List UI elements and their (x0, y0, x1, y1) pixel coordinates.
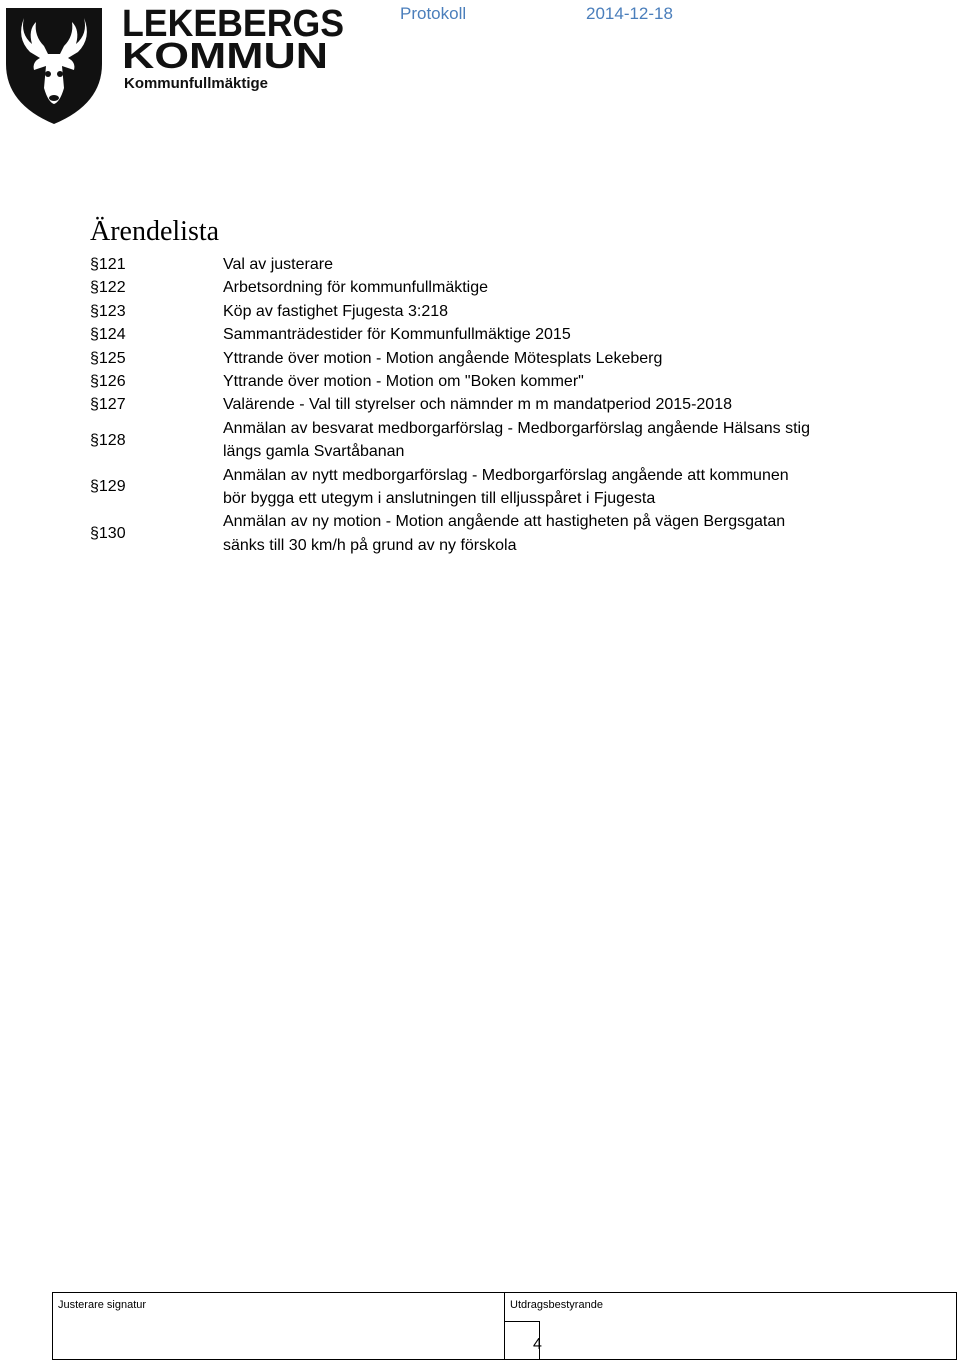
agenda-item-text-line: sänks till 30 km/h på grund av ny förskola (223, 536, 517, 554)
agenda-item-text (223, 347, 880, 370)
agenda-item (90, 276, 880, 299)
agenda-item-number: §129 (90, 478, 126, 496)
agenda-item (90, 253, 880, 276)
agenda-item-text (223, 370, 880, 393)
agenda-item-text (223, 510, 880, 557)
agenda-item (90, 510, 880, 557)
agenda-item (90, 417, 880, 464)
agenda-item-text (223, 276, 880, 299)
agenda-item-number: §121 (90, 256, 126, 273)
agenda-list (90, 253, 880, 557)
municipality-logo-text (122, 0, 352, 92)
agenda-item-text-line: Arbetsordning för kommunfullmäktige (223, 279, 489, 297)
agenda-item-text (223, 253, 880, 276)
agenda-item-text (223, 300, 880, 323)
agenda-item-text (223, 464, 880, 511)
agenda-item-number: §126 (90, 373, 126, 391)
meeting-date: 2014-12-18 (586, 4, 673, 23)
agenda-item-text-line: Yttrande över motion - Motion om "Boken kommer" (223, 373, 584, 391)
page-title: Ärendelista (90, 216, 220, 247)
signature-footer (52, 1292, 957, 1360)
agenda-item-number: §125 (90, 349, 126, 367)
agenda-item-text-line: Anmälan av nytt medborgarförslag - Medborgarförslag angående att kommunen (223, 466, 789, 484)
signature-label: Justerare signatur (58, 1299, 147, 1311)
agenda-item-text-line: bör bygga ett utegym i anslutningen till elljusspåret i Fjugesta (223, 490, 656, 508)
agenda-item (90, 323, 880, 346)
agenda-item-number: §128 (90, 431, 126, 449)
agenda-item (90, 464, 880, 511)
deer-emblem-icon (2, 4, 106, 126)
agenda-item-text-line: Yttrande över motion - Motion angående Mötesplats Lekeberg (223, 349, 663, 367)
page-header (0, 0, 960, 130)
agenda-item-number: §124 (90, 326, 126, 344)
agenda-item-number: §122 (90, 279, 126, 297)
agenda-item-text-line: Anmälan av besvarat medborgarförslag - Medborgarförslag angående Hälsans stig (223, 419, 810, 437)
agenda-item (90, 347, 880, 370)
agenda-item-text (223, 393, 880, 416)
agenda-item-text (223, 323, 880, 346)
extract-certifier-label: Utdragsbestyrande (510, 1299, 603, 1311)
logo-line-1: LEKEBERGS (122, 3, 344, 45)
agenda-item-text-line: Köp av fastighet Fjugesta 3:218 (223, 302, 449, 320)
logo-line-2: KOMMUN (122, 35, 328, 76)
agenda-item-text (223, 417, 880, 464)
agenda-item-number: §123 (90, 302, 126, 320)
agenda-item-text-line: Anmälan av ny motion - Motion angående att hastigheten på vägen Bergsgatan (223, 513, 786, 531)
agenda-item-number: §127 (90, 396, 126, 414)
logo-line-3: Kommunfullmäktige (124, 75, 268, 92)
agenda-item-text-line: Sammanträdestider för Kommunfullmäktige 2015 (223, 326, 571, 344)
agenda-item (90, 393, 880, 416)
document-type: Protokoll (400, 4, 467, 23)
agenda-item-text-line: Val av justerare (223, 256, 333, 273)
page-number: 4 (533, 1336, 542, 1353)
agenda-item-number: §130 (90, 525, 126, 543)
agenda-item-text-line: längs gamla Svartåbanan (223, 443, 405, 461)
agenda-item (90, 300, 880, 323)
agenda-item (90, 370, 880, 393)
agenda-item-text-line: Valärende - Val till styrelser och nämnder m m mandatperiod 2015-2018 (223, 396, 732, 414)
